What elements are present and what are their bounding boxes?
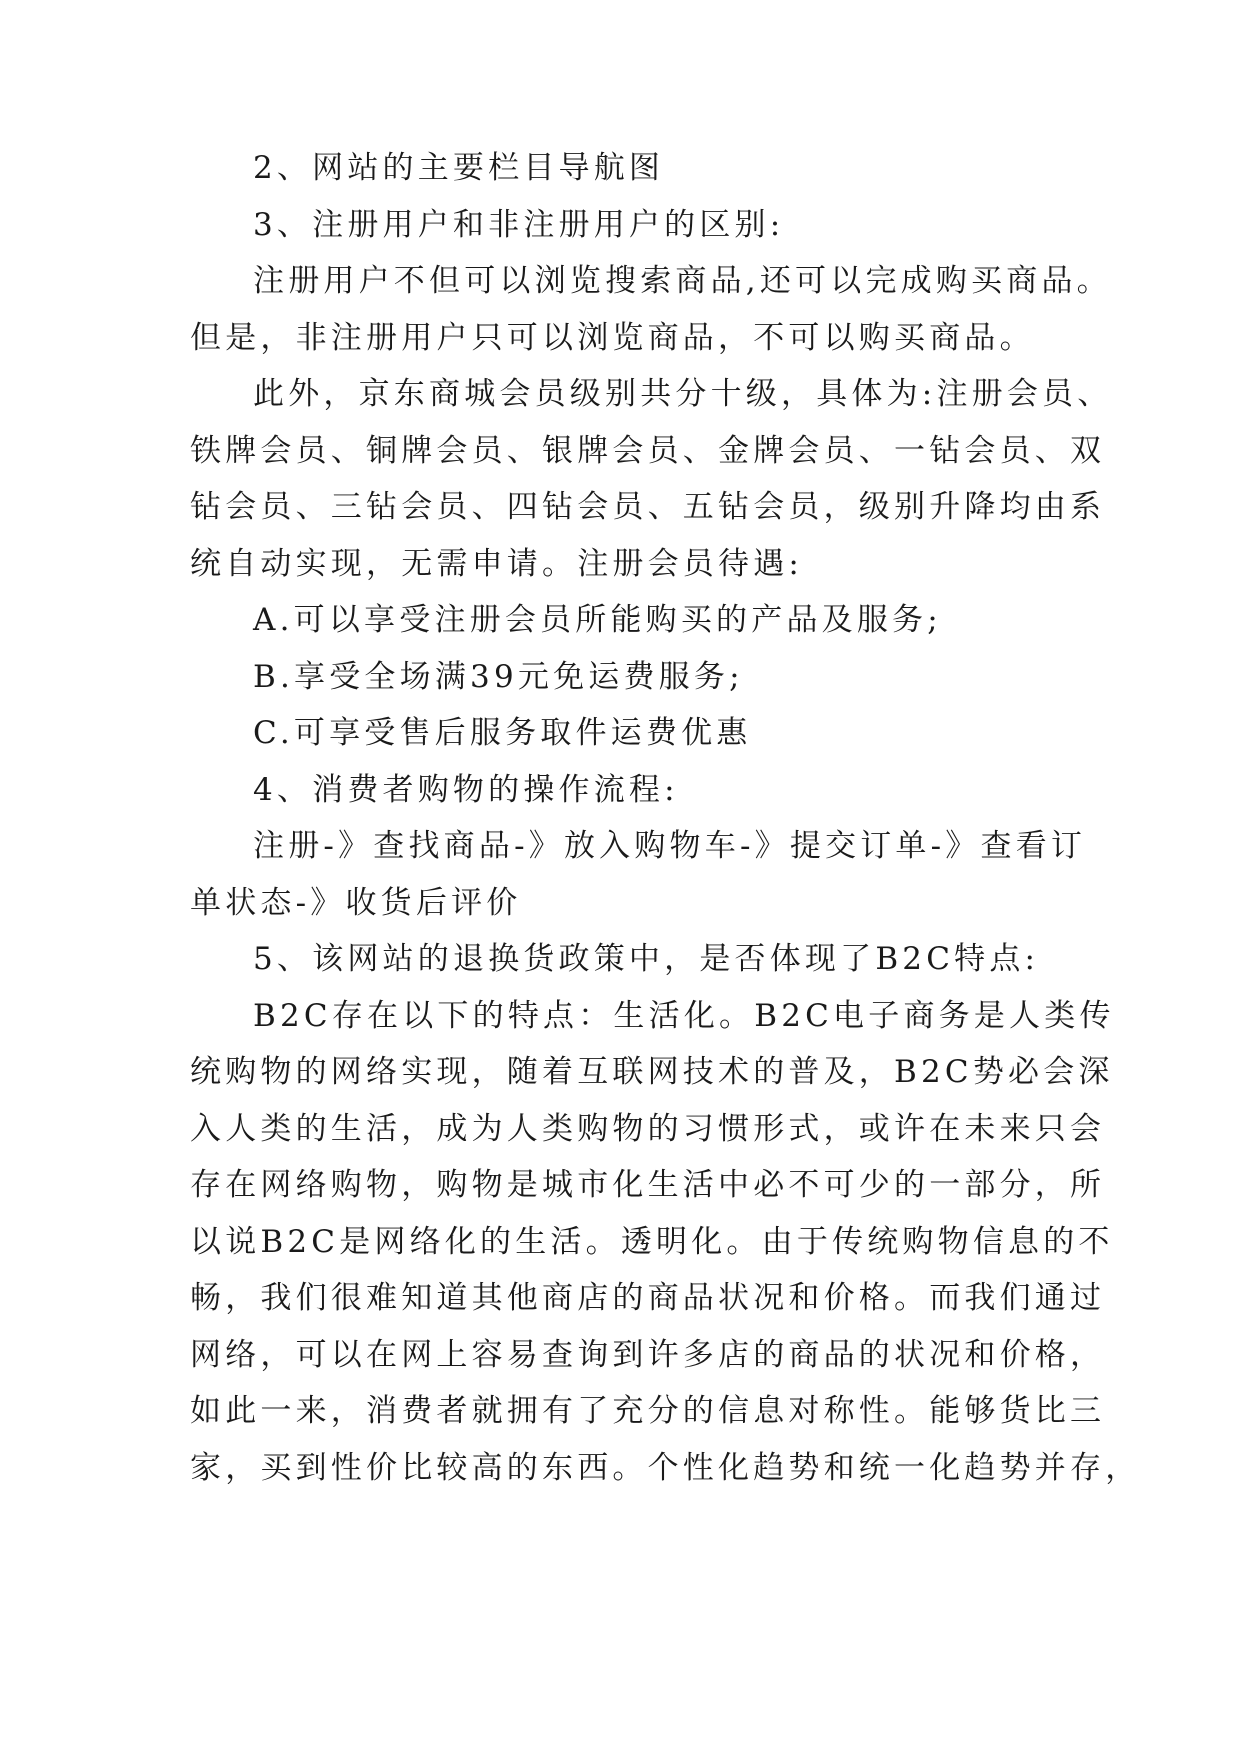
paragraph-line: 注册-》查找商品-》放入购物车-》提交订单-》查看订 xyxy=(253,828,1087,864)
list-item-c: C.可享受售后服务取件运费优惠 xyxy=(253,715,752,751)
paragraph-line: 钻会员、三钻会员、四钻会员、五钻会员，级别升降均由系 xyxy=(190,489,1106,525)
heading-navigation-map: 2、网站的主要栏目导航图 xyxy=(253,150,665,186)
paragraph-line: 网络，可以在网上容易查询到许多店的商品的状况和价格， xyxy=(190,1337,1106,1373)
paragraph-line: B2C存在以下的特点：生活化。B2C电子商务是人类传 xyxy=(253,998,1115,1034)
heading-user-difference: 3、注册用户和非注册用户的区别: xyxy=(253,207,785,243)
paragraph-line: 铁牌会员、铜牌会员、银牌会员、金牌会员、一钻会员、双 xyxy=(190,433,1106,469)
paragraph-line: 统购物的网络实现，随着互联网技术的普及，B2C势必会深 xyxy=(190,1054,1114,1090)
heading-return-policy: 5、该网站的退换货政策中，是否体现了B2C特点: xyxy=(253,941,1040,977)
paragraph-line: 如此一来，消费者就拥有了充分的信息对称性。能够货比三 xyxy=(190,1393,1106,1429)
paragraph-line: 畅，我们很难知道其他商店的商品状况和价格。而我们通过 xyxy=(190,1280,1106,1316)
paragraph-line: 入人类的生活，成为人类购物的习惯形式，或许在未来只会 xyxy=(190,1111,1106,1147)
list-item-b: B.享受全场满39元免运费服务; xyxy=(253,659,744,695)
paragraph-line: 存在网络购物，购物是城市化生活中必不可少的一部分，所 xyxy=(190,1167,1106,1203)
paragraph-line: 注册用户不但可以浏览搜索商品,还可以完成购买商品。 xyxy=(253,263,1112,299)
heading-shopping-flow: 4、消费者购物的操作流程: xyxy=(253,772,679,808)
paragraph-line: 单状态-》收货后评价 xyxy=(190,885,522,921)
paragraph-line: 统自动实现，无需申请。注册会员待遇: xyxy=(190,546,804,582)
paragraph-line: 此外，京东商城会员级别共分十级，具体为:注册会员、 xyxy=(253,376,1113,412)
paragraph-line: 以说B2C是网络化的生活。透明化。由于传统购物信息的不 xyxy=(190,1224,1114,1260)
list-item-a: A.可以享受注册会员所能购买的产品及服务; xyxy=(253,602,942,638)
paragraph-line: 家，买到性价比较高的东西。个性化趋势和统一化趋势并存， xyxy=(190,1450,1141,1486)
paragraph-line: 但是，非注册用户只可以浏览商品，不可以购买商品。 xyxy=(190,320,1035,356)
